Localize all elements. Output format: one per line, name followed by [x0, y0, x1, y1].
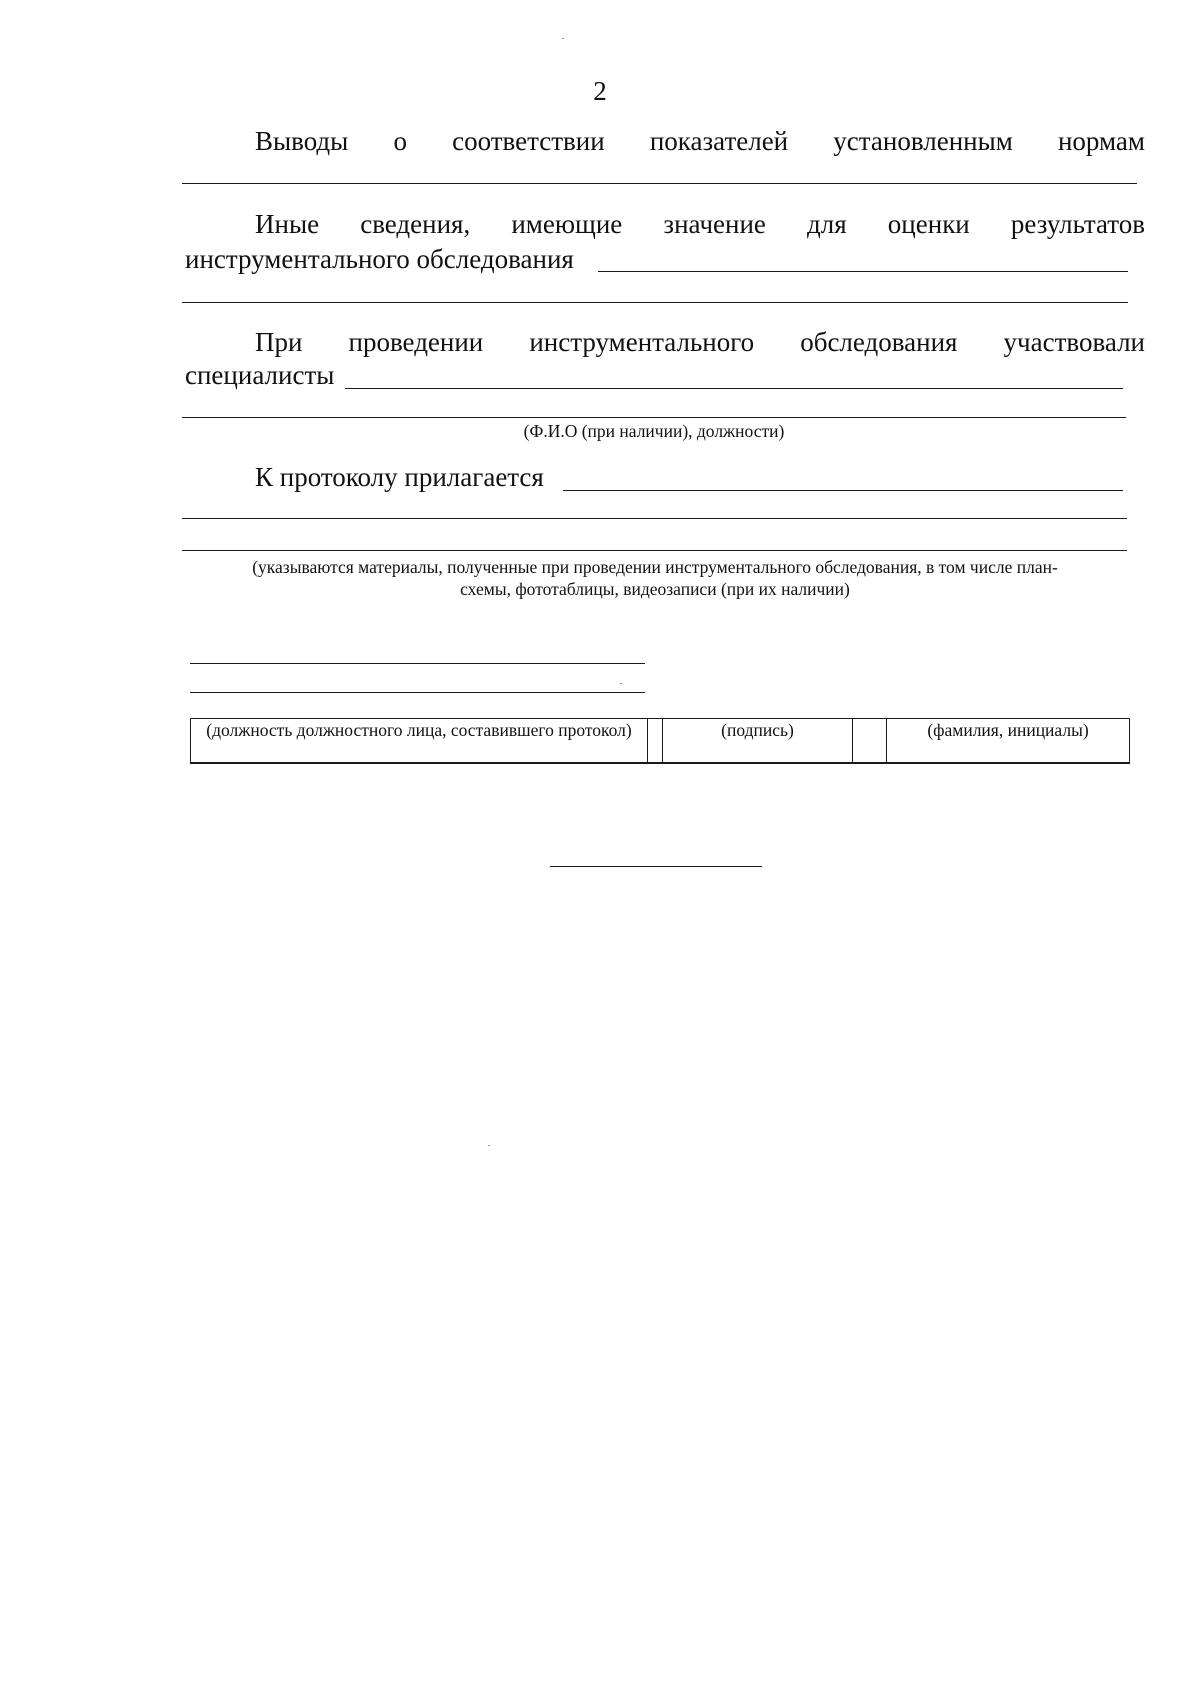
attachment-answer-line-2: [182, 518, 1127, 519]
position-caption-cell: [191, 719, 648, 764]
conclusions-label: Выводы о соответствии показателей установленным нормам: [255, 126, 1145, 156]
scan-speck: [620, 683, 622, 684]
specialists-label-line2: специалисты: [185, 360, 335, 390]
end-separator-line: [550, 866, 762, 867]
signature-caption: (подпись): [721, 720, 794, 740]
other-info-answer-line-1: [598, 271, 1128, 272]
spacer-cell-2: [853, 719, 887, 764]
specialists-label: При проведении инструментального обследования участвовали: [255, 327, 1145, 357]
signature-table: [190, 718, 1130, 764]
attachment-answer-line-1: [563, 490, 1123, 491]
scan-speck: [488, 1145, 490, 1146]
scan-speck: [562, 38, 564, 39]
signature-position-line-2: [190, 692, 645, 693]
signature-caption-cell: [663, 719, 853, 764]
name-caption-cell: [887, 719, 1130, 764]
other-info-label: Иные сведения, имеющие значение для оценки результатов: [255, 209, 1145, 239]
specialists-answer-line-1: [345, 388, 1123, 389]
specialists-answer-line-2: [182, 417, 1126, 418]
name-caption: (фамилия, инициалы): [927, 720, 1089, 740]
specialists-caption: (Ф.И.О (при наличии), должности): [523, 421, 785, 441]
other-info-answer-line-2: [182, 302, 1128, 303]
attachment-caption-line2: схемы, фототаблицы, видеозаписи (при их наличии): [460, 579, 850, 599]
other-info-label-line2: инструментального обследования: [185, 244, 574, 274]
attachment-label: К протоколу прилагается: [255, 462, 544, 492]
conclusions-answer-line: [182, 183, 1137, 184]
attachment-answer-line-3: [182, 550, 1127, 551]
position-caption: (должность должностного лица, составившего протокол): [206, 720, 632, 740]
signature-position-line-1: [190, 663, 645, 664]
attachment-caption-line1: (указываются материалы, полученные при проведении инструментального обследования, в том числе план-: [252, 557, 1058, 577]
spacer-cell-1: [648, 719, 663, 764]
page-number: 2: [593, 76, 607, 106]
